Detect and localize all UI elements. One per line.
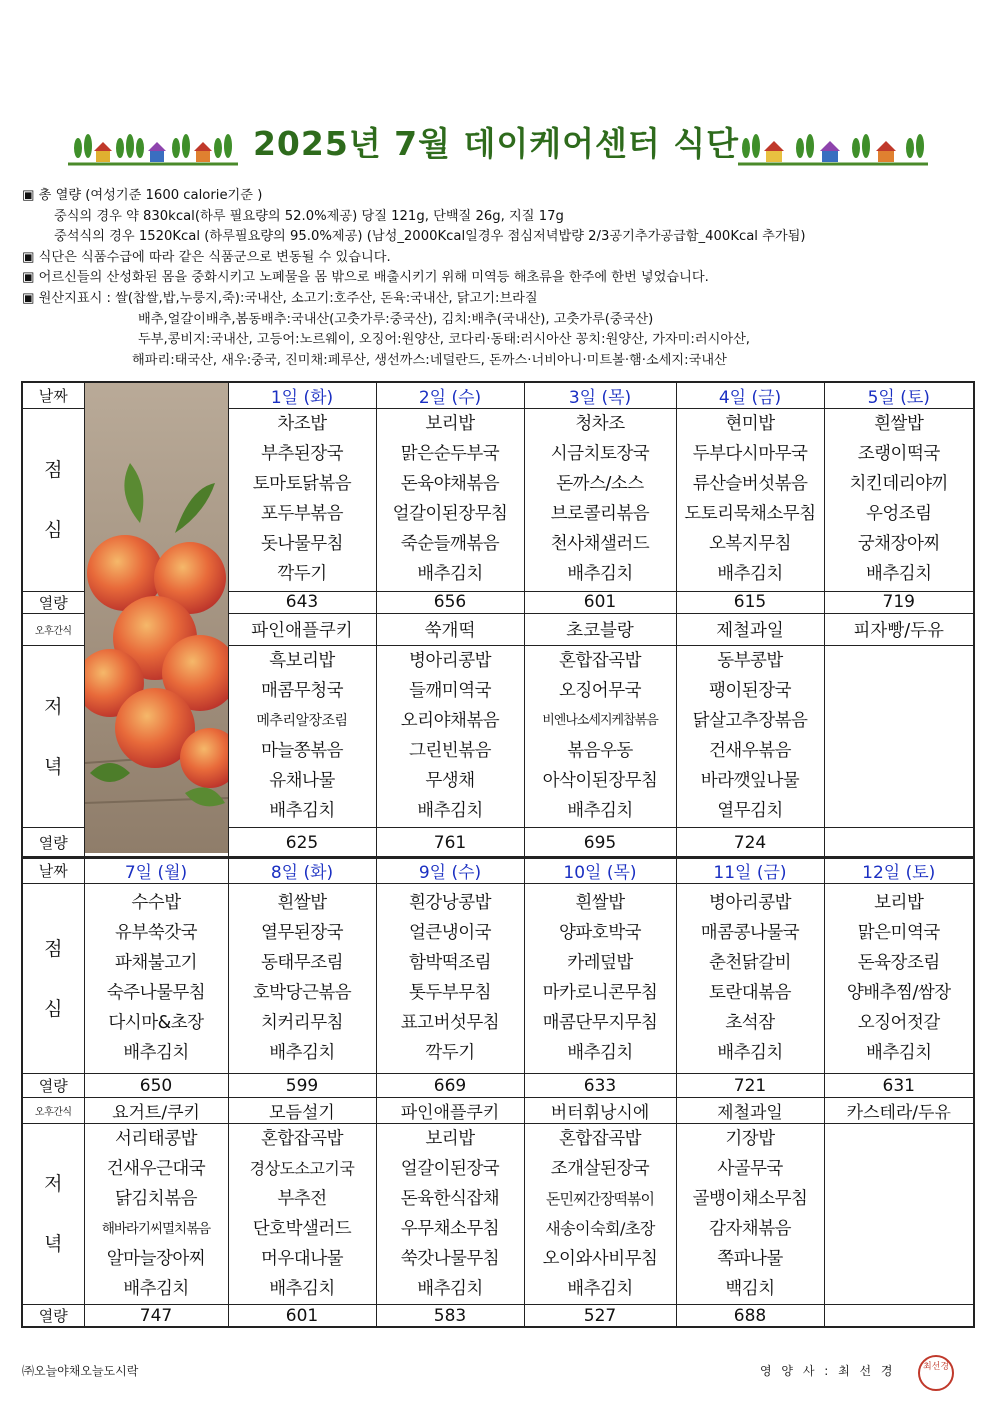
calories-label: 열량 [22, 1074, 84, 1098]
menu-item: 우무채소무침 [400, 1219, 500, 1239]
calorie-value: 583 [376, 1305, 524, 1328]
menu-item: 배추김치 [567, 1043, 633, 1063]
calorie-value: 599 [228, 1074, 376, 1098]
calorie-value: 650 [84, 1074, 228, 1098]
lunch-label [22, 409, 84, 591]
calories-label: 열량 [22, 591, 84, 613]
menu-item: 치킨데리야끼 [849, 474, 948, 495]
calorie-value: 747 [84, 1305, 228, 1328]
menu-item: 돈까스/소스 [556, 474, 644, 495]
calorie-value: 643 [228, 591, 376, 613]
week2-menu-table [21, 856, 975, 1328]
menu-item: 경상도소고기국 [249, 1159, 355, 1178]
menu-item: 배추김치 [865, 1043, 932, 1063]
snack-cell: 쑥개떡 [376, 613, 524, 645]
menu-item: 오리야채볶음 [400, 710, 500, 731]
lunch-label-char: 심 [44, 518, 63, 541]
note-line: 중식의 경우 약 830kcal(하루 필요량의 52.0%제공) 당질 121g, 단백질 26g, 지질 17g [54, 208, 564, 224]
lunch-menu-cell [824, 884, 974, 1074]
menu-item: 양배추찜/쌈장 [846, 983, 951, 1003]
lunch-menu-cell [84, 884, 228, 1074]
snack-cell: 피자빵/두유 [824, 613, 974, 645]
menu-item: 새송이숙회/초장 [545, 1219, 655, 1238]
calories-label: 열량 [22, 1305, 84, 1328]
menu-item: 배추김치 [865, 564, 932, 585]
note-line: 배추,얼갈이배추,봄동배추:국내산(고춧가루:중국산), 김치:배추(국내산), 고춧가루(중국산) [138, 311, 654, 327]
dinner-menu-cell [376, 645, 524, 827]
menu-item: 시금치토장국 [550, 444, 650, 465]
menu-item: 죽순들깨볶음 [400, 534, 500, 555]
lunch-label-char: 심 [44, 997, 63, 1020]
calorie-value: 688 [676, 1305, 824, 1328]
menu-item: 류산슬버섯볶음 [692, 474, 808, 495]
menu-item: 오징어젓갈 [857, 1013, 940, 1033]
menu-item: 부추전 [277, 1189, 327, 1209]
menu-item: 조개살된장국 [550, 1159, 650, 1179]
menu-item: 토란대볶음 [708, 983, 792, 1003]
menu-item: 백김치 [725, 1279, 775, 1299]
menu-item: 맑은순두부국 [400, 444, 500, 465]
menu-item: 돈육한식잡채 [400, 1189, 500, 1209]
menu-item: 흰강낭콩밥 [408, 893, 492, 913]
menu-item: 청차조 [575, 414, 625, 435]
menu-item: 돈육장조림 [857, 953, 940, 973]
snack-cell: 카스테라/두유 [824, 1098, 974, 1124]
note-line: ▣ 어르신들의 산성화된 몸을 중화시키고 노폐물을 몸 밖으로 배출시키기 위해 미역등 해초류을 한주에 한번 넣었습니다. [22, 270, 709, 286]
dinner-menu-cell [84, 1124, 228, 1305]
note-line: 두부,콩비지:국내산, 고등어:노르웨이, 오징어:원양산, 코다리·동태:러시아산 꽁치:원양산, 가자미:러시아산, [138, 332, 751, 348]
date-label: 날짜 [22, 857, 84, 884]
menu-item: 수수밥 [131, 893, 181, 913]
menu-item: 파채불고기 [114, 953, 198, 973]
menu-item: 매콤단무지무침 [542, 1013, 658, 1033]
calorie-value: 695 [524, 828, 676, 858]
menu-item: 쑥갓나물무침 [400, 1249, 500, 1269]
peach-photo-icon [85, 383, 229, 853]
calorie-value: 761 [376, 828, 524, 858]
date-cell: 9일 (수) [376, 857, 524, 884]
dinner-label [22, 1124, 84, 1305]
menu-item: 깍두기 [277, 564, 327, 585]
menu-item: 천사채샐러드 [550, 534, 650, 555]
menu-item: 얼큰냉이국 [408, 923, 492, 943]
calorie-value [824, 1305, 974, 1328]
menu-item: 표고버섯무침 [400, 1013, 500, 1033]
lunch-menu-cell [228, 884, 376, 1074]
menu-item: 알마늘장아찌 [106, 1249, 206, 1269]
menu-item: 열무김치 [717, 800, 783, 821]
snack-cell: 파인애플쿠키 [228, 613, 376, 645]
menu-item: 배추김치 [567, 1279, 633, 1299]
menu-item: 오이와사비무침 [542, 1249, 658, 1269]
calorie-value: 625 [228, 828, 376, 858]
notes-block [22, 186, 972, 371]
dinner-menu-cell [524, 645, 676, 827]
menu-item: 사골무국 [717, 1159, 783, 1179]
menu-item: 메추리알장조림 [256, 712, 348, 729]
menu-item: 양파호박국 [558, 923, 642, 943]
date-cell: 4일 (금) [676, 382, 824, 409]
menu-item: 열무된장국 [260, 923, 344, 943]
lunch-label-char: 점 [44, 458, 63, 481]
menu-item: 얼갈이된장국 [400, 1159, 500, 1179]
menu-item: 호박당근볶음 [252, 983, 352, 1003]
date-cell: 12일 (토) [824, 857, 974, 884]
menu-item: 보리밥 [874, 893, 924, 913]
menu-item: 춘천닭갈비 [708, 953, 792, 973]
date-cell: 3일 (목) [524, 382, 676, 409]
menu-item: 브로콜리볶음 [550, 504, 650, 525]
menu-item: 부추된장국 [260, 444, 344, 465]
calorie-value: 633 [524, 1074, 676, 1098]
menu-item: 톳두부무침 [408, 983, 492, 1003]
calorie-value: 724 [676, 828, 824, 858]
dinner-menu-cell [376, 1124, 524, 1305]
lunch-menu-cell [376, 884, 524, 1074]
snack-cell: 버터휘낭시에 [524, 1098, 676, 1124]
dinner-label-char: 녁 [44, 1233, 63, 1255]
menu-item: 배추김치 [717, 564, 783, 585]
menu-item: 매콤콩나물국 [700, 923, 800, 943]
menu-item: 배추김치 [417, 1279, 483, 1299]
date-cell: 8일 (화) [228, 857, 376, 884]
note-line: ▣ 총 열량 (여성기준 1600 calorie기준 ) [22, 188, 263, 203]
menu-item: 바라깻잎나물 [700, 770, 800, 791]
snack-label: 오후간식 [22, 613, 84, 645]
snack-label: 오후간식 [22, 1098, 84, 1124]
menu-item: 혼합잡곡밥 [558, 650, 642, 671]
snack-cell: 제철과일 [676, 1098, 824, 1124]
menu-item: 보리밥 [425, 1129, 475, 1149]
title-row [0, 118, 992, 168]
menu-item: 두부다시마무국 [692, 444, 808, 465]
menu-item: 함박떡조림 [408, 953, 492, 973]
menu-item: 보리밥 [425, 414, 475, 435]
menu-item: 동태무조림 [260, 953, 344, 973]
date-cell: 11일 (금) [676, 857, 824, 884]
menu-item: 닭김치볶음 [114, 1189, 198, 1209]
menu-item: 흑보리밥 [269, 650, 335, 671]
calorie-value: 601 [228, 1305, 376, 1328]
lunch-menu-cell [676, 409, 824, 591]
menu-item: 배추김치 [567, 564, 633, 585]
dinner-menu-cell [228, 645, 376, 827]
dinner-menu-cell [524, 1124, 676, 1305]
menu-item: 머우대나물 [260, 1249, 344, 1269]
menu-item: 병아리콩밥 [708, 893, 792, 913]
menu-item: 돈육야채볶음 [400, 474, 500, 495]
date-cell: 5일 (토) [824, 382, 974, 409]
menu-item: 조랭이떡국 [857, 444, 940, 465]
lunch-label [22, 884, 84, 1074]
menu-item: 기장밥 [725, 1129, 775, 1149]
menu-item: 배추김치 [123, 1279, 189, 1299]
calorie-value: 719 [824, 591, 974, 613]
menu-item: 유채나물 [269, 770, 335, 791]
menu-item: 배추김치 [417, 564, 483, 585]
note-line: ▣ 원산지표시 : 쌀(찹쌀,밥,누룽지,죽):국내산, 소고기:호주산, 돈육:국내산, 닭고기:브라질 [22, 290, 538, 306]
snack-cell: 제철과일 [676, 613, 824, 645]
menu-item: 무생채 [425, 770, 475, 791]
peach-photo [84, 382, 228, 858]
seal-stamp: 최선경 [918, 1355, 954, 1391]
menu-item: 우엉조림 [865, 504, 932, 525]
lunch-menu-cell [676, 884, 824, 1074]
date-cell: 10일 (목) [524, 857, 676, 884]
menu-item: 마카로니콘무침 [542, 983, 658, 1003]
menu-item: 포두부볶음 [260, 504, 344, 525]
menu-item: 혼합잡곡밥 [558, 1129, 642, 1149]
menu-item: 건새우볶음 [708, 740, 792, 761]
calories-label: 열량 [22, 828, 84, 858]
menu-item: 볶음우동 [567, 740, 633, 761]
menu-item: 배추김치 [717, 1043, 783, 1063]
menu-item: 배추김치 [567, 800, 633, 821]
dinner-menu-cell [676, 1124, 824, 1305]
menu-item: 얼갈이된장무침 [392, 504, 508, 525]
company-name: ㈜오늘야채오늘도시락 [22, 1364, 139, 1378]
menu-item: 아삭이된장무침 [542, 770, 658, 791]
page-title: 2025년 7월 데이케어센터 식단 [252, 124, 740, 163]
menu-item: 마늘쫑볶음 [260, 740, 344, 761]
village-decoration-right-icon [738, 126, 928, 166]
week1-menu-table [21, 381, 975, 859]
snack-cell: 요거트/쿠키 [84, 1098, 228, 1124]
lunch-label-char: 점 [44, 937, 63, 960]
menu-item: 단호박샐러드 [252, 1219, 352, 1239]
note-line: ▣ 식단은 식품수급에 따라 같은 식품군으로 변동될 수 있습니다. [22, 249, 391, 265]
menu-item: 비엔나소세지케찹볶음 [542, 712, 658, 728]
menu-item: 배추김치 [269, 800, 335, 821]
calorie-value: 601 [524, 591, 676, 613]
lunch-menu-cell [824, 409, 974, 591]
menu-item: 오징어무국 [558, 680, 642, 701]
dietitian-name: 영 양 사 : 최 선 경 [760, 1364, 893, 1378]
menu-item: 치커리무침 [260, 1013, 344, 1033]
menu-item: 흰쌀밥 [575, 893, 625, 913]
menu-item: 숙주나물무침 [106, 983, 206, 1003]
dinner-menu-cell-empty [824, 1124, 974, 1305]
menu-item: 서리태콩밥 [114, 1129, 198, 1149]
dinner-menu-cell [676, 645, 824, 827]
menu-item: 배추김치 [417, 800, 483, 821]
menu-item: 동부콩밥 [717, 650, 783, 671]
menu-item: 흰쌀밥 [277, 893, 327, 913]
menu-item: 깍두기 [425, 1043, 475, 1063]
menu-item: 카레덮밥 [567, 953, 633, 973]
date-cell: 1일 (화) [228, 382, 376, 409]
snack-cell: 모듬설기 [228, 1098, 376, 1124]
menu-item: 유부쑥갓국 [114, 923, 198, 943]
calorie-value: 615 [676, 591, 824, 613]
menu-item: 매콤무청국 [260, 680, 344, 701]
lunch-menu-cell [376, 409, 524, 591]
menu-item: 닭살고추장볶음 [692, 710, 808, 731]
menu-item: 도토리묵채소무침 [684, 504, 816, 525]
menu-item: 현미밥 [725, 414, 775, 435]
snack-cell: 파인애플쿠키 [376, 1098, 524, 1124]
calorie-value: 527 [524, 1305, 676, 1328]
calorie-value [824, 828, 974, 858]
note-line: 해파리:태국산, 새우:중국, 진미채:페루산, 생선까스:네덜란드, 돈까스·너비아니·미트볼·햄·소세지:국내산 [132, 352, 727, 368]
snack-cell: 초코블랑 [524, 613, 676, 645]
menu-item: 들깨미역국 [408, 680, 492, 701]
dinner-label [22, 645, 84, 827]
menu-item: 맑은미역국 [857, 923, 940, 943]
lunch-menu-cell [524, 884, 676, 1074]
menu-item: 그린빈볶음 [408, 740, 492, 761]
menu-item: 해바라기씨멸치볶음 [101, 1221, 211, 1237]
dinner-menu-cell [228, 1124, 376, 1305]
date-cell: 2일 (수) [376, 382, 524, 409]
menu-item: 배추김치 [123, 1043, 189, 1063]
dinner-menu-cell-empty [824, 645, 974, 827]
menu-item: 돗나물무침 [260, 534, 344, 555]
menu-item: 흰쌀밥 [874, 414, 924, 435]
menu-item: 쪽파나물 [717, 1249, 783, 1269]
calorie-value: 631 [824, 1074, 974, 1098]
menu-item: 배추김치 [269, 1279, 335, 1299]
menu-item: 토마토닭볶음 [252, 474, 352, 495]
menu-item: 배추김치 [269, 1043, 335, 1063]
menu-item: 차조밥 [277, 414, 327, 435]
menu-item: 감자채볶음 [708, 1219, 792, 1239]
lunch-menu-cell [524, 409, 676, 591]
dinner-label-char: 녁 [44, 755, 63, 778]
calorie-value: 656 [376, 591, 524, 613]
menu-item: 초석잠 [725, 1013, 775, 1033]
calorie-value: 721 [676, 1074, 824, 1098]
dinner-label-char: 저 [44, 695, 63, 718]
menu-item: 돈민찌간장떡볶이 [546, 1190, 654, 1208]
calorie-value: 669 [376, 1074, 524, 1098]
date-label: 날짜 [22, 382, 84, 409]
menu-item: 건새우근대국 [106, 1159, 206, 1179]
menu-item: 오복지무침 [708, 534, 792, 555]
menu-item: 팽이된장국 [708, 680, 792, 701]
menu-item: 궁채장아찌 [857, 534, 940, 555]
dinner-label-char: 저 [44, 1173, 63, 1195]
menu-item: 다시마&초장 [108, 1013, 204, 1033]
lunch-menu-cell [228, 409, 376, 591]
menu-item: 골뱅이채소무침 [692, 1189, 808, 1209]
date-cell: 7일 (월) [84, 857, 228, 884]
note-line: 중석식의 경우 1520Kcal (하루필요량의 95.0%제공) (남성_2000Kcal일경우 점심저녁밥량 2/3공기추가공급함_400Kcal 추가됨) [54, 229, 806, 245]
menu-item: 혼합잡곡밥 [260, 1129, 344, 1149]
menu-item: 병아리콩밥 [408, 650, 492, 671]
